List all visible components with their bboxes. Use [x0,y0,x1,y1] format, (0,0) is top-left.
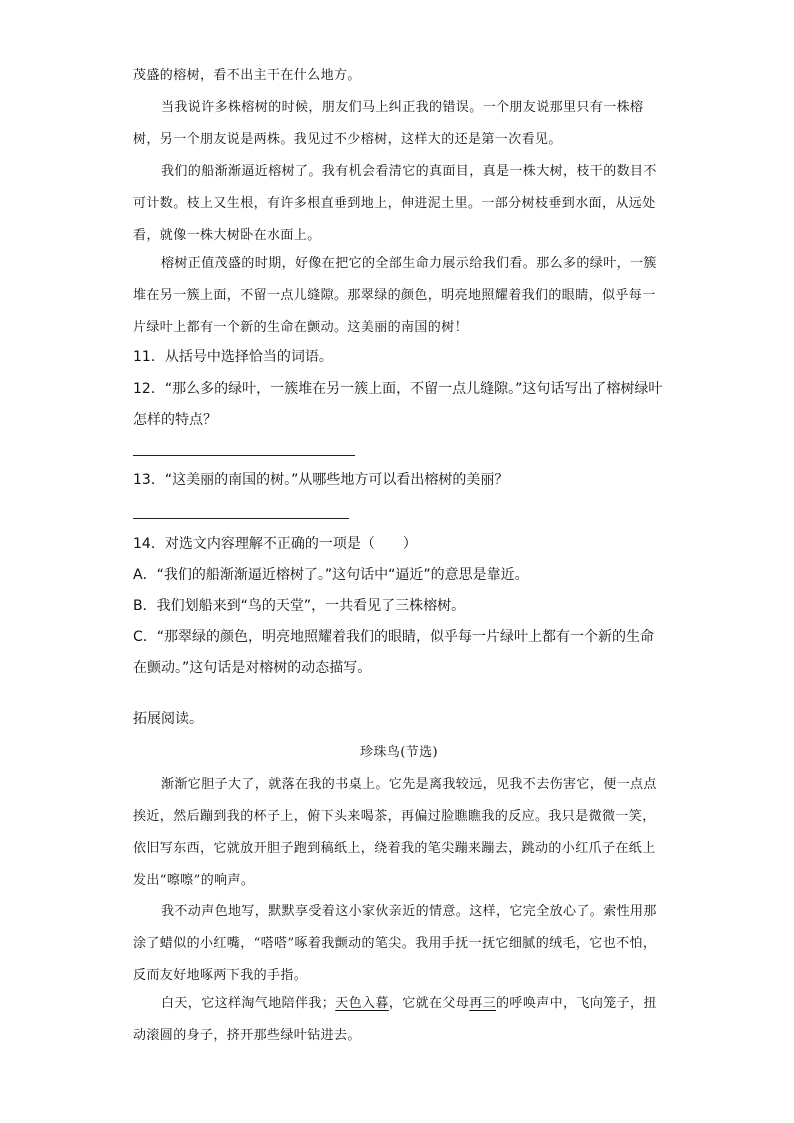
option-a: A．“我们的船渐渐逼近榕树了。”这句话中“逼近”的意思是靠近。 [133,567,529,583]
text-segment: 的呼唤声中，飞向笼子，扭动滚圆的身子，挤开那些绿叶钻进去。 [133,996,657,1043]
question-14: 14．对选文内容理解不正确的一项是（ ） [133,536,417,552]
question-13: 13．“这美丽的南国的树。”从哪些地方可以看出榕树的美丽？ [133,472,509,488]
passage-paragraph: 茂盛的榕树，看不出主干在什么地方。 [133,68,361,83]
passage-paragraph: 榕树正值茂盛的时期，好像在把它的全部生命力展示给我们看。那么多的绿叶，一簇堆在另一簇上面，不留一点儿缝隙。那翠绿的颜色，明亮地照耀着我们的眼睛，似乎每一片绿叶上都有一个新的生命在颤动。这美丽的南国的树！ [133,256,657,335]
passage-paragraph: 渐渐它胆子大了，就落在我的书桌上。它先是离我较远，见我不去伤害它，便一点点挨近，然后蹦到我的杯子上，俯下头来喝茶，再偏过脸瞧瞧我的反应。我只是微微一笑，依旧写东西，它就放开胆子跑到稿纸上，绕着我的笔尖蹦来蹦去，跳动的小红爪子在纸上发出“嚓嚓”的响声。 [133,777,657,888]
passage-paragraph: 我们的船渐渐逼近榕树了。我有机会看清它的真面目，真是一株大树，枝干的数目不可计数。枝上又生根，有许多根直垂到地上，伸进泥土里。一部分树枝垂到水面，从远处看，就像一株大树卧在水面上。 [133,164,657,243]
answer-line[interactable] [133,518,349,519]
question-11: 11．从括号中选择恰当的词语。 [133,349,333,365]
section-heading: 拓展阅读。 [133,711,203,727]
underlined-phrase: 再三 [469,996,497,1011]
text-segment: 白天，它这样淘气地陪伴我； [161,996,336,1011]
option-b: B．我们划船来到“鸟的天堂”，一共看见了三株榕树。 [133,598,466,614]
question-12: 12．“那么多的绿叶，一簇堆在另一簇上面，不留一点儿缝隙。”这句话写出了榕树绿叶怎样的特点？ [133,381,663,428]
text-segment: ，它就在父母 [388,996,470,1011]
passage-paragraph: 我不动声色地写，默默享受着这小家伙亲近的情意。这样，它完全放心了。索性用那涂了蜡似的小红嘴，“嗒嗒”啄着我颤动的笔尖。我用手抚一抚它细腻的绒毛，它也不怕，反而友好地啄两下我的手指。 [133,904,657,983]
option-c: C．“那翠绿的颜色，明亮地照耀着我们的眼睛，似乎每一片绿叶上都有一个新的生命在颤动。”这句话是对榕树的动态描写。 [133,629,655,676]
passage-paragraph: 当我说许多株榕树的时候，朋友们马上纠正我的错误。一个朋友说那里只有一株榕树，另一个朋友说是两株。我见过不少榕树，这样大的还是第一次看见。 [133,100,644,147]
passage-paragraph [133,988,665,1052]
underlined-phrase: 天色入暮 [335,996,389,1011]
passage-title: 珍珠鸟(节选) [360,745,438,760]
answer-line[interactable] [133,455,355,456]
